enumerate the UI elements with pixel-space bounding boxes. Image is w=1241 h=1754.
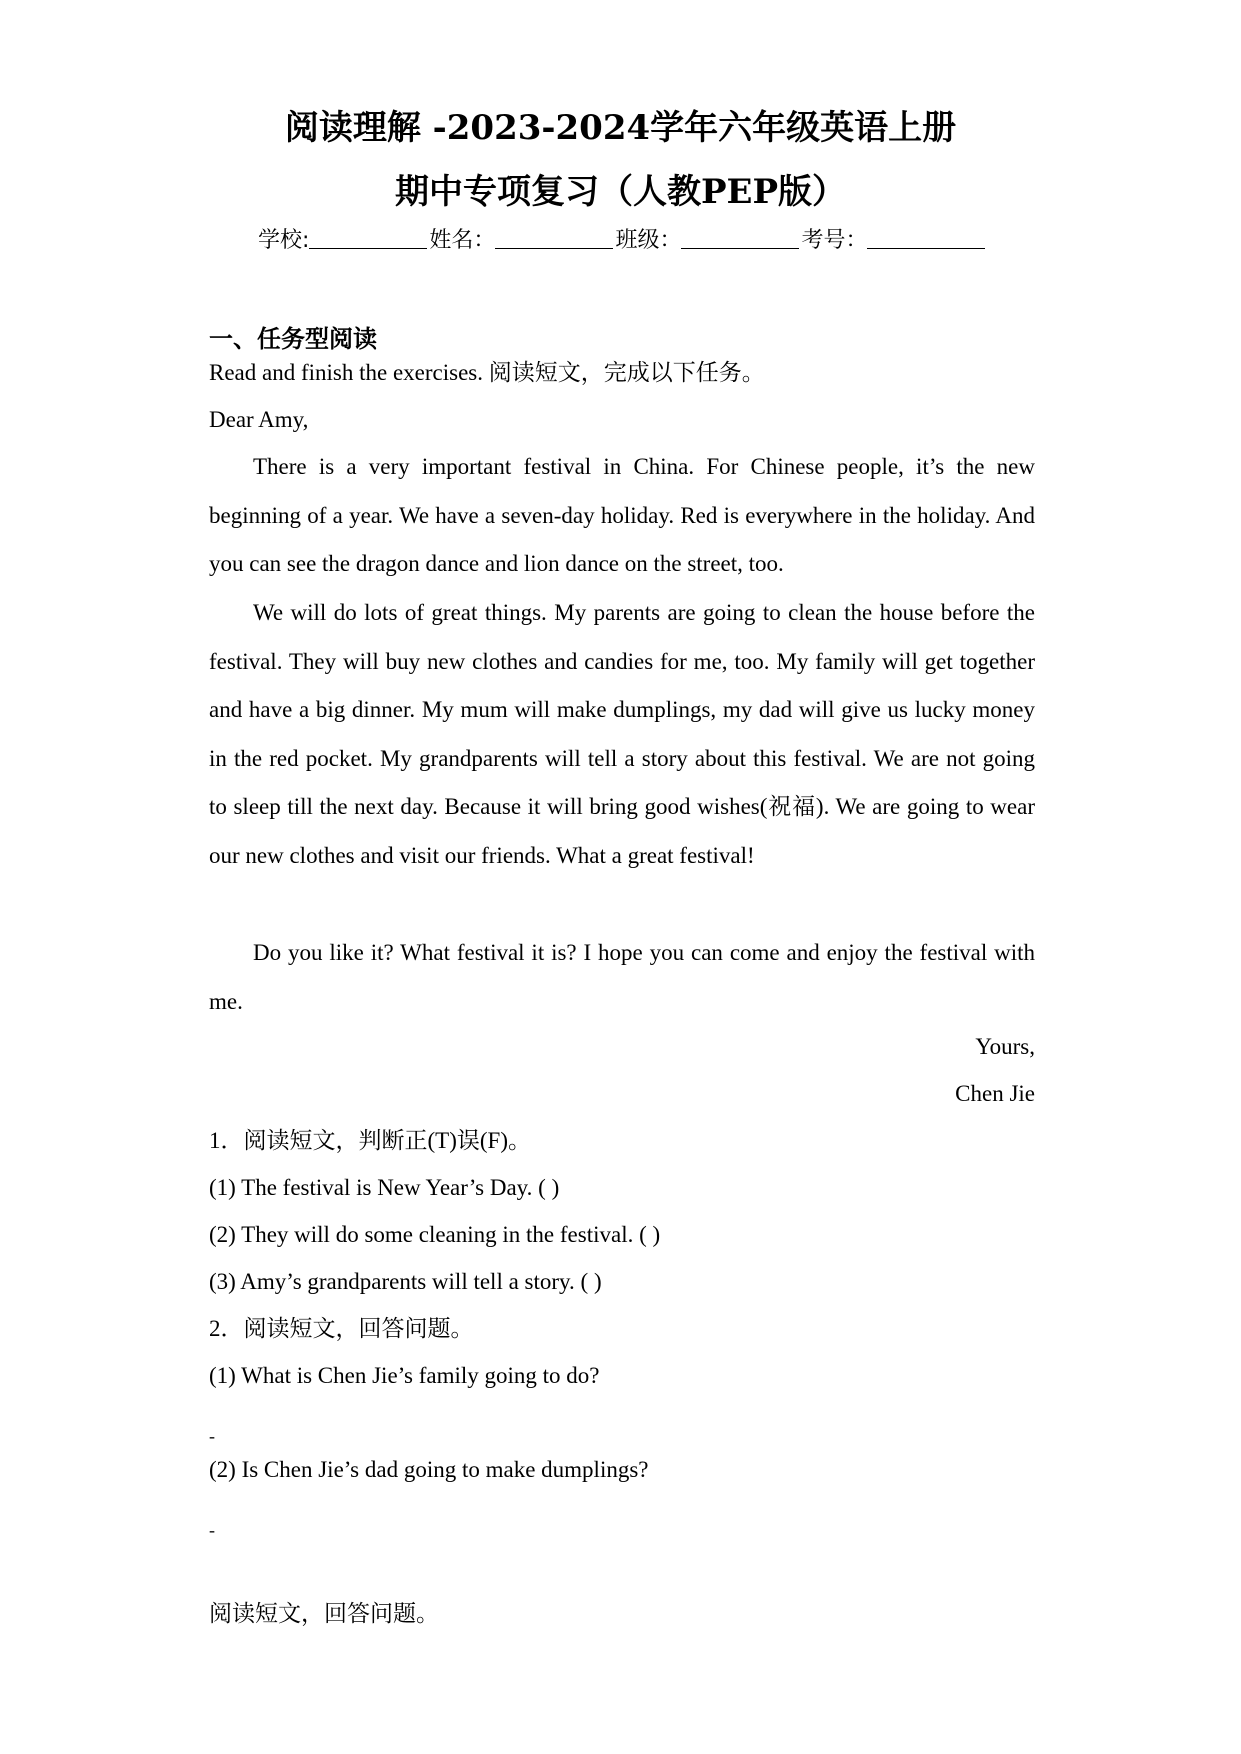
name-field[interactable] — [495, 224, 613, 249]
letter-paragraph-2: We will do lots of great things. My parents are going to clean the house before the festival. They will buy new clothes and candies for me, too. My family will get together and have a big dinner. My mum will make dumplings, my dad will give us lucky money in the red pocket. My grandparents will tell a story about this festival. We are not going to sleep till the next day. Because it will bring good wishes(祝福). We are going to wear our new clothes and visit our friends. What a great festival! — [209, 600, 1035, 868]
letter-closing: Yours, — [975, 1034, 1035, 1059]
class-field[interactable] — [681, 224, 799, 249]
exam-number-field[interactable] — [867, 224, 985, 249]
letter-paragraph-3: Do you like it? What festival it is? I hope you can come and enjoy the festival with me. — [209, 940, 1035, 1014]
question-2-prompt: 2．阅读短文，回答问题。 — [209, 1316, 474, 1341]
letter-greeting: Dear Amy, — [209, 407, 309, 432]
next-section-instruction: 阅读短文，回答问题。 — [209, 1601, 439, 1626]
question-2-item: (2) Is Chen Jie’s dad going to make dumplings? — [209, 1457, 649, 1482]
name-label: 姓名： — [429, 228, 496, 253]
instruction-text: Read and finish the exercises. 阅读短文，完成以下任务。 — [209, 360, 765, 385]
student-info-line — [258, 224, 1018, 258]
question-1-prompt: 1．阅读短文，判断正(T)误(F)。 — [209, 1128, 531, 1153]
question-1-item: (1) The festival is New Year’s Day. ( ) — [209, 1175, 560, 1200]
page-subtitle: 期中专项复习（人教PEP版） — [394, 172, 847, 212]
answer-line-mark: - — [209, 1426, 215, 1446]
question-1-item: (3) Amy’s grandparents will tell a story. ( ) — [209, 1269, 602, 1294]
letter-paragraph-1: There is a very important festival in China. For Chinese people, it’s the new beginning of a year. We have a seven-day holiday. Red is everywhere in the holiday. And you can see the dragon dance and lion dance on the street, too. — [209, 454, 1035, 577]
letter-signature: Chen Jie — [955, 1081, 1035, 1106]
answer-line-mark: - — [209, 1520, 215, 1540]
class-label: 班级： — [615, 228, 682, 253]
school-field[interactable] — [309, 224, 427, 249]
school-label: 学校: — [258, 228, 310, 253]
page-title: 阅读理解 -2023-2024学年六年级英语上册 — [284, 108, 957, 148]
question-2-item: (1) What is Chen Jie’s family going to do? — [209, 1363, 600, 1388]
section-heading: 一、任务型阅读 — [209, 325, 377, 353]
exam-number-label: 考号： — [801, 228, 868, 253]
question-1-item: (2) They will do some cleaning in the festival. ( ) — [209, 1222, 661, 1247]
